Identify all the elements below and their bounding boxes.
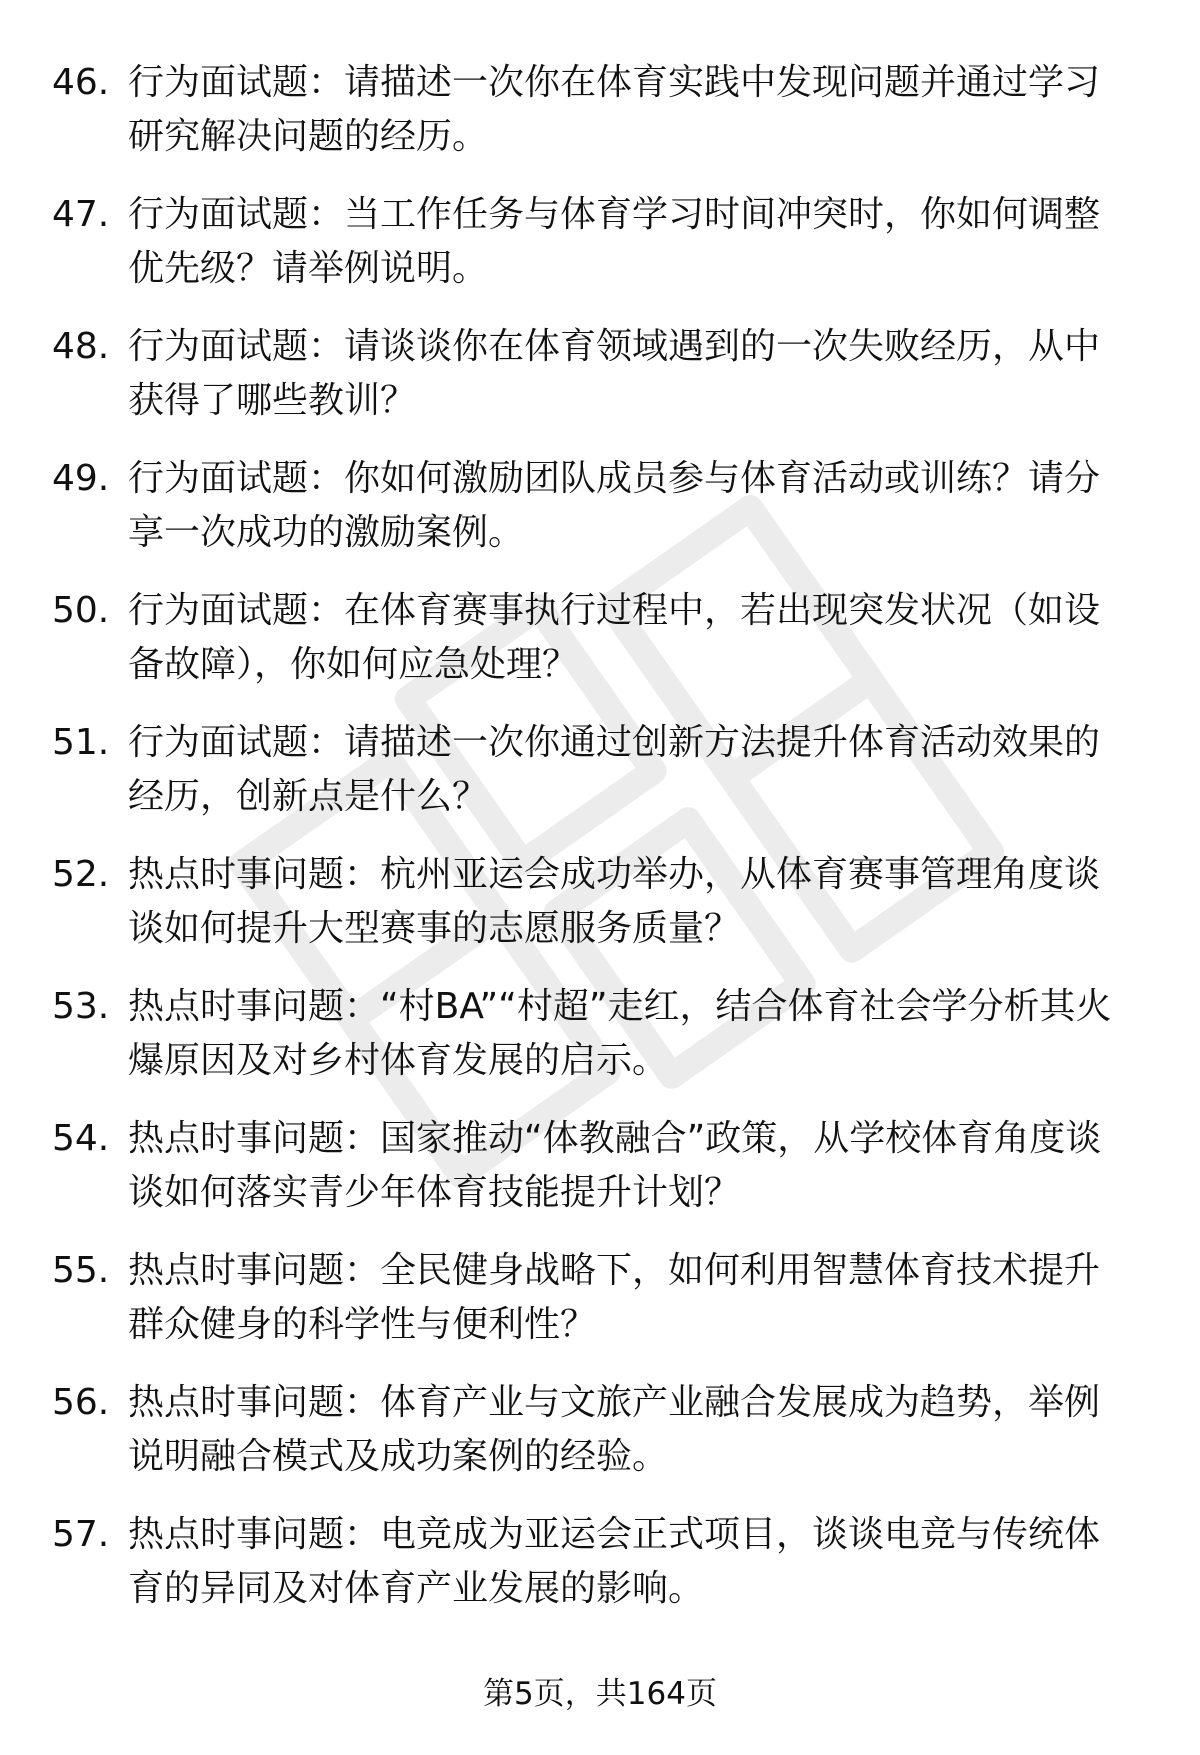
question-text: 热点时事问题：“村BA”“村超”走红，结合体育社会学分析其火爆原因及对乡村体育发展的启示。 <box>128 986 1112 1081</box>
page-footer: 第5页，共164页 <box>483 1676 717 1712</box>
list-item <box>52 1112 1152 1220</box>
question-number: 48. <box>52 326 110 367</box>
list-item <box>52 1244 1152 1352</box>
list-item <box>52 188 1152 296</box>
list-item <box>52 716 1152 824</box>
question-text: 行为面试题：请谈谈你在体育领域遇到的一次失败经历，从中获得了哪些教训？ <box>128 326 1101 421</box>
list-item <box>52 1508 1152 1616</box>
question-number: 56. <box>52 1382 110 1423</box>
question-text: 热点时事问题：体育产业与文旅产业融合发展成为趋势，举例说明融合模式及成功案例的经验。 <box>128 1382 1101 1477</box>
question-text: 行为面试题：在体育赛事执行过程中，若出现突发状况（如设备故障），你如何应急处理？ <box>128 590 1101 685</box>
question-text: 热点时事问题：杭州亚运会成功举办，从体育赛事管理角度谈谈如何提升大型赛事的志愿服务质量？ <box>128 854 1101 949</box>
question-number: 50. <box>52 590 110 631</box>
question-list <box>52 56 1152 1640</box>
question-text: 行为面试题：请描述一次你通过创新方法提升体育活动效果的经历，创新点是什么？ <box>128 722 1101 817</box>
question-number: 46. <box>52 62 110 103</box>
question-number: 49. <box>52 458 110 499</box>
question-text: 热点时事问题：电竞成为亚运会正式项目，谈谈电竞与传统体育的异同及对体育产业发展的影响。 <box>128 1514 1101 1609</box>
question-text: 行为面试题：请描述一次你在体育实践中发现问题并通过学习研究解决问题的经历。 <box>128 62 1101 157</box>
question-number: 52. <box>52 854 110 895</box>
question-text: 热点时事问题：全民健身战略下，如何利用智慧体育技术提升群众健身的科学性与便利性？ <box>128 1250 1101 1345</box>
list-item <box>52 452 1152 560</box>
list-item <box>52 584 1152 692</box>
question-text: 行为面试题：你如何激励团队成员参与体育活动或训练？请分享一次成功的激励案例。 <box>128 458 1101 553</box>
question-number: 53. <box>52 986 110 1027</box>
list-item <box>52 980 1152 1088</box>
list-item <box>52 1376 1152 1484</box>
list-item <box>52 56 1152 164</box>
list-item <box>52 320 1152 428</box>
question-number: 54. <box>52 1118 110 1159</box>
question-number: 47. <box>52 194 110 235</box>
question-number: 51. <box>52 722 110 763</box>
question-text: 行为面试题：当工作任务与体育学习时间冲突时，你如何调整优先级？请举例说明。 <box>128 194 1101 289</box>
question-number: 55. <box>52 1250 110 1291</box>
list-item <box>52 848 1152 956</box>
question-number: 57. <box>52 1514 110 1555</box>
question-text: 热点时事问题：国家推动“体教融合”政策，从学校体育角度谈谈如何落实青少年体育技能提升计划？ <box>128 1118 1102 1213</box>
